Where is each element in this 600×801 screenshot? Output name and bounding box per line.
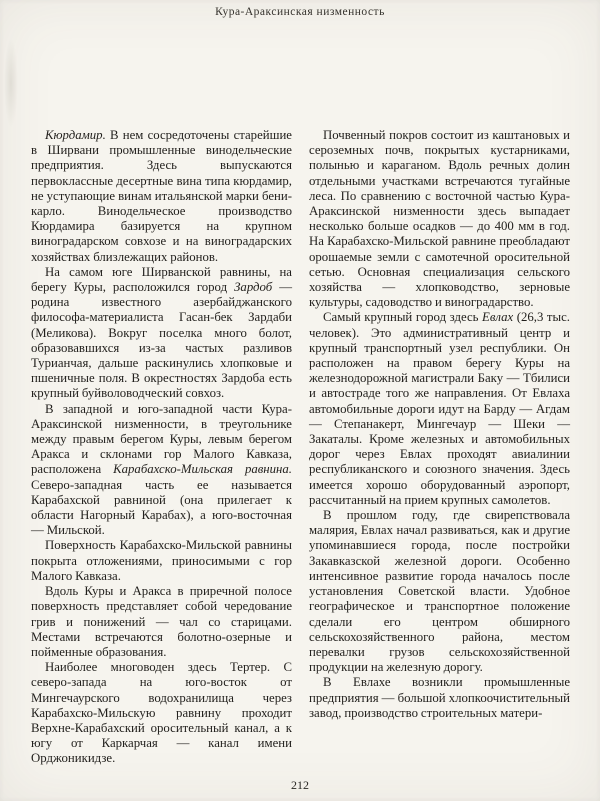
text-segment: Вдоль Куры и Аракса в приречной полосе поверхность представляет собой чередование грив и понижений — чал со старицами. Местами встречаются болотно-озерные и пойменные образования.	[31, 584, 292, 659]
scan-blemish	[4, 38, 18, 128]
text-segment: Почвенный покров состоит из каштановых и сероземных почв, покрытых кустарниками, полынью и караганом. Вдоль речных долин отдельными участками встречаются тугайные леса. По сравнению с восточной частью Кура-Араксинской низменности здесь выпадает несколько больше осадков — до 400 мм в год. На Карабахско-Мильской равнине преобладают орошаемые земли с самотечной оросительной сетью. Основная специализация сельского хозяйства — хлопководство, зерновые культуры, садоводство и виноградарство.	[309, 128, 570, 310]
text-segment: Самый крупный город здесь	[323, 310, 483, 325]
text-segment: Северо-западная часть ее называется Карабахской равниной (она прилегает к области Нагорный Карабах), а юго-восточная — Мильской.	[31, 477, 292, 538]
paragraph	[309, 508, 570, 675]
paragraph	[309, 310, 570, 508]
text-segment: — родина известного азербайджанского философа-материалиста Гасан-бек Зардаби (Меликова). Вокруг поселка много болот, образовавшихся из-за частых разливов Турианчая, дальше раскинулись хлопковые и пшеничные поля. В окрестностях Зардоба есть крупный буйволоводческий совхоз.	[31, 280, 292, 401]
text-segment: В западной и юго-западной части Кура-Араксинской низменности, в треугольнике между правым берегом Куры, левым берегом Аракса и склонами гор Малого Кавказа, расположена	[31, 401, 292, 477]
italic-text-segment: Евлах	[482, 310, 514, 325]
paragraph	[31, 402, 292, 539]
text-columns	[31, 128, 569, 767]
text-segment: (26,3 тыс. человек). Это административный центр и крупный транспортный узел республики. Он расположен на правом берегу Куры на железнодорожной магистрали Баку — Тбилиси и автостраде того же направления. От Евлаха автомобильные дороги идут на Барду — Агдам — Степанакерт, Мингечаур — Шеки — Закаталы. Кроме железных и автомобильных дорог через Евлах проходят авиалинии республиканского и союзного значения. Здесь имеется хорошо оборудованный аэропорт, рассчитанный на прием крупных самолетов.	[309, 310, 570, 507]
italic-text-segment: Кюрдамир.	[45, 128, 106, 142]
right-column	[309, 128, 570, 767]
text-segment: Наиболее многоводен здесь Тертер. С северо-запада на юго-восток от Мингечаурского водохранилища через Карабахско-Мильскую равнину проходит Верхне-Карабахский оросительный канал, а к югу от Каркарчая — канал имени Орджоникидзе.	[31, 660, 292, 766]
text-segment: В нем сосредоточены старейшие в Ширвани промышленные винодельческие предприятия. Здесь выпускаются первоклассные десертные вина типа кюрдамир, не уступающие винам итальянской марки бени-карло. Винодельческое производство Кюрдамира базируется на крупном виноградарском совхозе и на виноградарских хозяйствах близлежащих районов.	[31, 128, 292, 264]
paragraph	[31, 128, 292, 265]
paragraph	[31, 538, 292, 584]
italic-text-segment: Карабахско-Мильская равнина.	[113, 462, 292, 477]
page-number: 212	[291, 778, 309, 792]
paragraph	[31, 265, 292, 402]
paragraph	[31, 584, 292, 660]
running-header: Кура-Араксинская низменность	[215, 6, 385, 18]
text-segment: В прошлом году, где свирепствовала малярия, Евлах начал развиваться, как и другие упоминавшиеся города, после постройки Закавказской железной дороги. Особенно интенсивное развитие города началось после установления Советской власти. Удобное географическое и транспортное положение сделали его центром обширного сельскохозяйственного района, местом перевалки грузов сельскохозяйственной продукции на железную дорогу.	[309, 508, 570, 675]
paragraph	[309, 675, 570, 721]
italic-text-segment: Зардоб	[234, 280, 273, 295]
paragraph	[31, 660, 292, 766]
text-segment: В Евлахе возникли промышленные предприятия — большой хлопкоочистительный завод, производство строительных матери-	[309, 675, 570, 720]
text-segment: На самом юге Ширванской равнины, на берегу Куры, расположился город	[31, 264, 292, 295]
paragraph	[309, 128, 570, 310]
text-segment: Поверхность Карабахско-Мильской равнины покрыта отложениями, приносимыми с гор Малого Кавказа.	[31, 538, 292, 583]
left-column	[31, 128, 292, 767]
